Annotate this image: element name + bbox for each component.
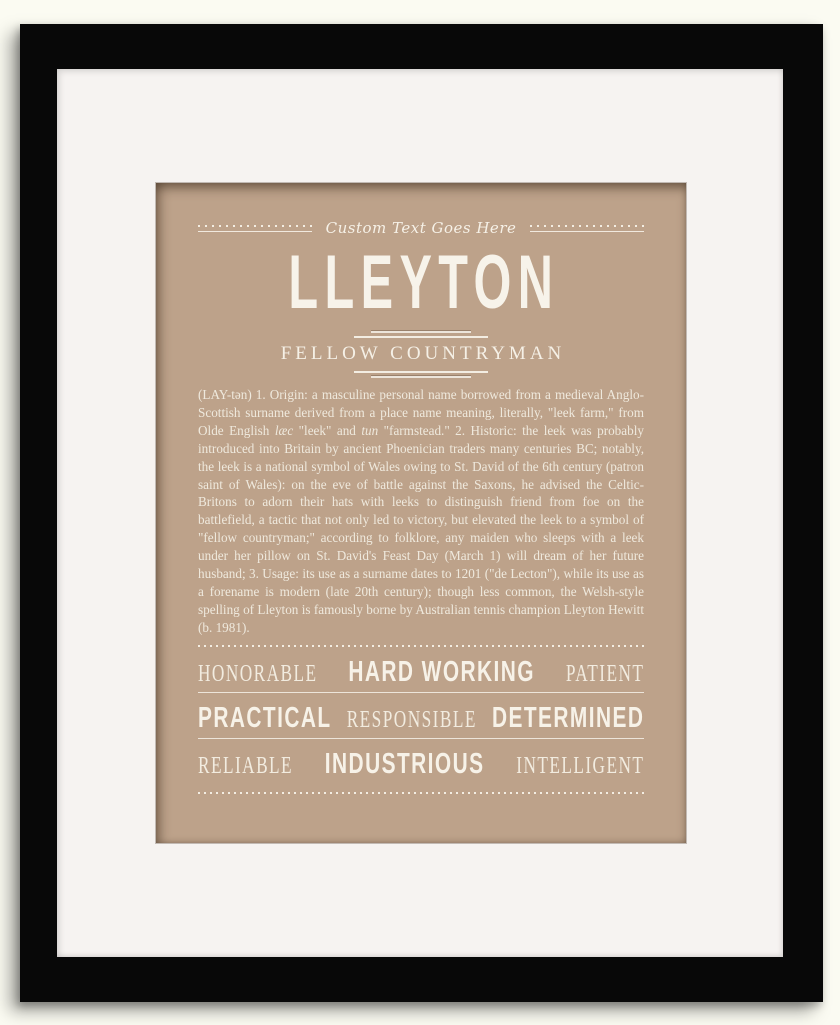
trait-row-2 xyxy=(198,693,644,738)
art-print xyxy=(156,183,686,843)
picture-frame xyxy=(20,24,823,1002)
trait-row-1 xyxy=(198,647,644,692)
dotted-rule-left xyxy=(198,225,312,232)
definition-text: "farmstead." 2. Historic: the leek was probably introduced into Britain by ancient Phoenician traders many centuries BC; notably, the leek is a national symbol of Wales owing to St. David of the 6th century (patron saint of Wales): on the eve of battle against the Saxons, he advised the Celtic-Britons to adorn their hats with leeks to distinguish friend from foe on the battlefield, a tactic that not only led to victory, but elevated the leek to a symbol of "fellow countryman;" according to folklore, any maiden who sleeps with a leek under her pillow on St. David's Feast Day (March 1) will dream of her future husband; 3. Usage: its use as a surname dates to 1201 ("de Lecton"), while its use as a forename is modern (late 20th century); though less common, the Welsh-style spelling of Lleyton is famously borne by Australian tennis champion Lleyton Hewitt (b. 1981). xyxy=(198,422,644,635)
definition-text: "leek" and xyxy=(293,422,362,438)
dots-ornament xyxy=(530,225,644,227)
definition-italic: læc xyxy=(274,422,294,438)
name-title: LLEYTON xyxy=(288,240,560,325)
rule-line xyxy=(198,231,312,232)
trait-word: PRACTICAL xyxy=(198,702,332,734)
trait-word: INDUSTRIOUS xyxy=(324,748,485,780)
definition-text: (LAY-tən) 1. Origin: a masculine personal name borrowed from a medieval Anglo-Scottish surname derived from a place name meaning, literally, "leek farm," from Olde English xyxy=(198,387,644,438)
subtitle: FELLOW COUNTRYMAN xyxy=(280,343,566,364)
dots-ornament xyxy=(198,225,312,227)
trait-word: HONORABLE xyxy=(198,661,318,687)
name-title-wrap xyxy=(156,240,686,325)
definition-italic: tun xyxy=(361,422,379,438)
double-line-ornament-top xyxy=(156,331,686,338)
custom-text-row xyxy=(198,219,644,237)
rule-line xyxy=(530,231,644,232)
mat-board xyxy=(57,69,783,957)
dotted-rule-right xyxy=(530,225,644,232)
ornament-line xyxy=(371,331,471,333)
trait-word: HARD WORKING xyxy=(348,656,535,688)
trait-word: RESPONSIBLE xyxy=(346,707,477,733)
trait-word: RELIABLE xyxy=(198,753,294,779)
custom-text: Custom Text Goes Here xyxy=(325,219,517,237)
trait-word: PATIENT xyxy=(565,661,645,687)
double-line-ornament-bottom xyxy=(156,371,686,378)
dotted-divider-bottom xyxy=(198,792,644,794)
ornament-line xyxy=(354,336,488,338)
ornament-line xyxy=(354,371,488,373)
trait-row-3 xyxy=(198,739,644,784)
traits-section xyxy=(198,645,644,794)
trait-word: DETERMINED xyxy=(491,702,645,734)
ornament-line xyxy=(371,376,471,378)
trait-word: INTELLIGENT xyxy=(516,753,645,779)
definition-paragraph xyxy=(198,386,644,642)
